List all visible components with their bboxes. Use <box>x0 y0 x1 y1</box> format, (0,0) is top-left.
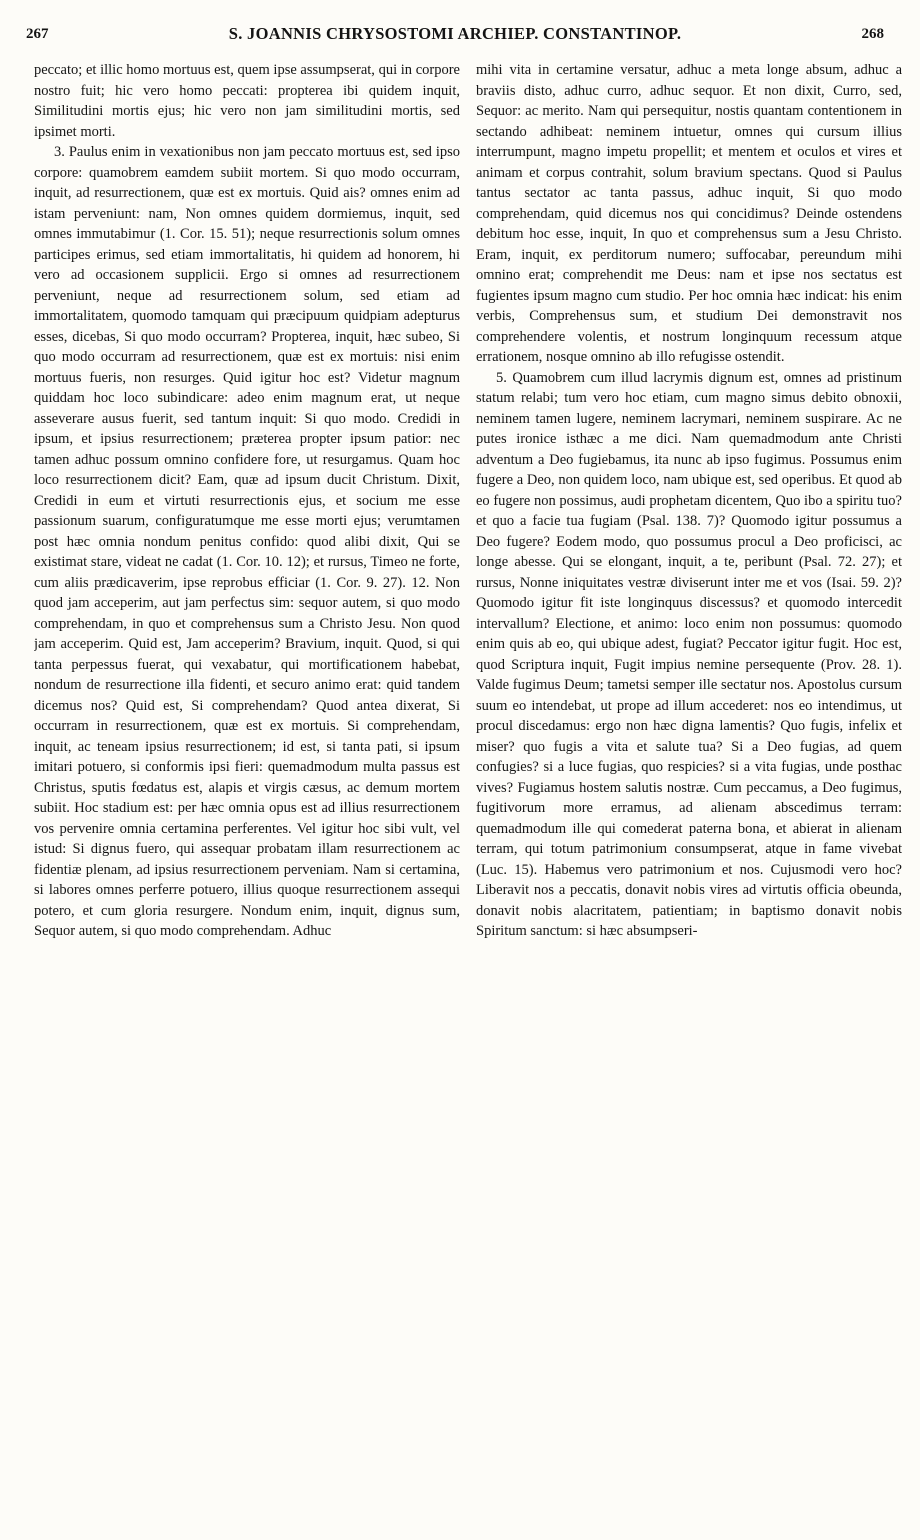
right-column <box>476 60 902 1520</box>
left-column <box>34 60 460 1520</box>
page-number-left: 267 <box>26 25 49 42</box>
page-header <box>26 18 884 50</box>
paragraph: peccato; et illic homo mortuus est, quem ipse assumpserat, qui in corpore nostro fuit; hic vero homo peccati: propterea ibi quidem inquit, Similitudini mortis ejus; hic vero non jam similitudini mortis, sed ipsimet morti. <box>34 62 460 140</box>
paragraph: 5. Quamobrem cum illud lacrymis dignum est, omnes ad pristinum statum relabi; tum vero hoc etiam, cum magno simus debito obnoxii, neminem tamen lugere, neminem lacrymari, neminem suspirare. Ac ne putes ironice isthæc a me dici. Nam quemadmodum ante Christi adventum a Deo fugiebamus, ita nunc ab ipso fugimus. Possumus enim fugere a Deo, non quidem loco, nam ubique est, sed operibus. Et quod ab eo fugere non possimus, audi prophetam dicentem, Quo ibo a spiritu tuo? et quo a facie tua fugiam (Psal. 138. 7)? Quomodo igitur possumus a Deo fugere? Eodem modo, quo possumus procul a Deo proficisci, ac longe abesse. Qui se elongant, inquit, a te, peribunt (Psal. 72. 27); et rursus, Nonne iniquitates vestræ diviserunt inter me et vos (Isai. 59. 2)? Quomodo igitur fit iste longinquus discessus? et quomodo intercedit intervallum? Electione, et animo: loco enim non possumus: quomodo enim quis ab eo, qui ubique adest, fugiat? Peccator igitur fugit. Hoc est, quod Scriptura inquit, Fugit impius nemine persequente (Prov. 28. 1). Valde fugimus Deum; tametsi semper ille sectatur nos. Apostolus cursum suum eo intendebat, ut prope ad illum accederet: nos eo intendimus, ut procul discedamus: ergo non hæc digna lamentis? Quo fugis, infelix et miser? quo fugis a vita et salute tua? Si a Deo fugias, ad quem confugies? si a luce fugias, quo respicies? si a vita fugias, unde posthac vives? Fugiamus hostem salutis nostræ. Cum peccamus, a Deo fugimus, fugitivorum more erramus, ad alienam abscedimus terram: quemadmodum ille qui comederat paterna bona, et abierat in alienam terram, qui totum patrimonium consumpserat, atque in fame vivebat (Luc. 15). Habemus vero patrimonium et nos. Cujusmodi vero hoc? Liberavit nos a peccatis, donavit nobis vires ad virtutis officia obeunda, donavit nobis alacritatem, patientiam; in baptismo donavit nobis Spiritum sanctum: si hæc absumpseri- <box>476 369 902 939</box>
paragraph: mihi vita in certamine versatur, adhuc a meta longe absum, adhuc a braviis disto, adhuc curro, adhuc sequor. Et non dixit, Curro, sed, Sequor: ac merito. Nam qui persequitur, nostis quantam contentionem in sectando adhibeat: neminem intuetur, omnes qui cursum illius interrumpunt, magno impetu propellit; et mentem et oculos et vires et animam et corpus contrahit, solum bravium spectans. Quod si Paulus tantus sectator ac tanta passus, adhuc inquit, Si quo modo comprehendam, quid dicemus nos qui concidimus? Deinde ostendens debitum hoc esse, inquit, In quo et comprehensus sum a Jesu Christo. Eram, inquit, ex perditorum numero; suffocabar, pereundum mihi omnino erat; comprehendit me Deus: nam et ipse nos sectatus est fugientes ipsum magno cum studio. Per hoc omnia hæc indicat: his enim verbis, Comprehensus sum, et studium Dei demonstravit nos comprehendere volentis, et nostrum longinquum recessum atque errationem, nosque omnino ab illo refugisse ostendit. <box>476 62 902 365</box>
running-title: S. JOANNIS CHRYSOSTOMI ARCHIEP. CONSTANTINOP. <box>228 24 682 43</box>
page-number-right: 268 <box>861 25 884 42</box>
paragraph: 3. Paulus enim in vexationibus non jam peccato mortuus est, sed ipso corpore: quamobrem eamdem subiit mortem. Si quo modo occurram, inquit, ad resurrectionem, quæ est ex mortuis. Quid ais? omnes enim ad istam perveniunt: nam, Non omnes quidem dormiemus, inquit, sed omnes immutabimur (1. Cor. 15. 51); neque resurrectionis solum omnes participes erimus, sed etiam immortalitatis, hi quidem ad honorem, hi vero ad occasionem supplicii. Ergo si omnes ad resurrectionem perveniunt, neque ad resurrectionem solum, sed etiam ad immortalitatem, quomodo tamquam qui præcipuum quidpiam adepturus esses, dicebas, Si quo modo occurram? Propterea, inquit, hæc subeo, Si quo modo occurram ad resurrectionem, quæ est ex mortuis: nisi enim mortuus fueris, non resurges. Quid igitur hoc est? Videtur magnum quiddam hoc loco subindicare: adeo enim magnum erat, ut neque asseverare ausus fuerit, sed tantum inquit: Si quo modo. Credidi in ipsum, et ipsius resurrectionem; præterea propter ipsum patior: nec tamen adhuc possum omnino confidere fore, ut resurgamus. Quam hoc loco resurrectionem dicit? Eam, quæ ad ipsum ducit Christum. Dixit, Credidi in eum et virtuti resurrectionis ejus, et socium me esse passionum suarum, configuratumque me esse morti ejus; verumtamen post hæc omnia nondum penitus confido: quod alibi dixit, Qui se existimat stare, videat ne cadat (1. Cor. 10. 12); et rursus, Timeo ne forte, cum aliis prædicaverim, ipse reprobus efficiar (1. Cor. 9. 27). 12. Non quod jam acceperim, aut jam perfectus sim: sequor autem, si quo modo comprehendam, in quo et comprehensus sum a Christo Jesu. Non quod jam acceperim. Quid est, Jam acceperim? Bravium, inquit. Quod, si qui tanta perpessus fuerat, qui vexabatur, qui mortificationem habebat, nondum de resurrectione illa fidenti, et securo animo erat: quid tandem dicemus nos? Quid est, Si comprehendam? Quod antea dixerat, Si occurram in resurrectionem, quæ est ex mortuis. Si comprehendam, inquit, ac teneam ipsius resurrectionem; id est, si tanta pati, si ipsum imitari potuero, si conformis ipsi fieri: quemadmodum multa passus est Christus, sputis fœdatus est, alapis et virgis cæsus, ac demum mortem subiit. Hoc stadium est: per hæc omnia opus est ad illius resurrectionem vos pervenire omnia certamina perferentes. Vel igitur hoc sibi vult, vel istud: Si dignus fuero, qui assequar probatam illam resurrectionem ac fidentiæ plenam, ad ipsius resurrectionem perveniam. Nam si certamina, si labores omnes perferre potuero, illius quoque resurrectionem assequi potero, et cum gloria resurgere. Nondum enim, inquit, dignus sum, Sequor autem, si quo modo comprehendam. Adhuc <box>34 144 460 939</box>
